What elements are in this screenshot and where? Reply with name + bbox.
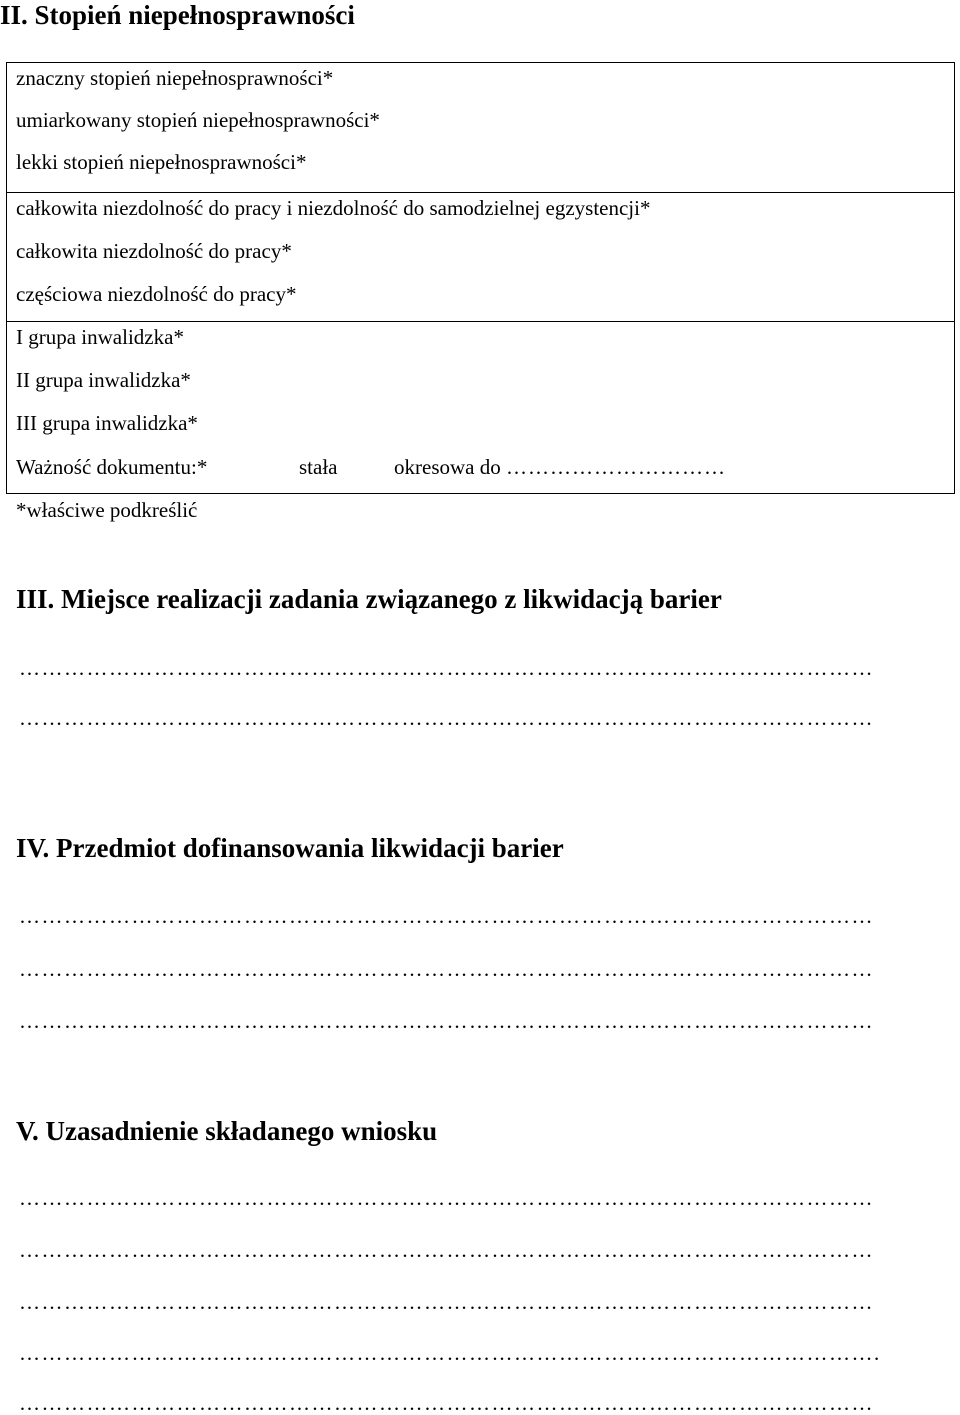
justification-line-3[interactable]: …………………………………………………………………………………………………… [19,1290,874,1314]
option-moderate-degree[interactable]: umiarkowany stopień niepełnosprawności* [16,108,380,132]
option-partial-incapacity[interactable]: częściowa niezdolność do pracy* [16,282,297,306]
validity-date-field[interactable]: ………………………… [505,455,726,479]
justification-line-2[interactable]: …………………………………………………………………………………………………… [19,1238,874,1262]
option-significant-degree[interactable]: znaczny stopień niepełnosprawności* [16,66,334,90]
option-group-2[interactable]: II grupa inwalidzka* [16,368,191,392]
justification-line-5[interactable]: …………………………………………………………………………………………………… [19,1391,874,1415]
validity-periodic-option[interactable]: okresowa do [394,455,501,479]
validity-permanent-option[interactable]: stała [299,455,338,479]
option-total-incapacity-and-independence[interactable]: całkowita niezdolność do pracy i niezdolność do samodzielnej egzystencji* [16,196,651,220]
option-total-incapacity[interactable]: całkowita niezdolność do pracy* [16,239,292,263]
option-group-1[interactable]: I grupa inwalidzka* [16,325,184,349]
validity-label: Ważność dokumentu:* [16,455,208,479]
section-3-title: III. Miejsce realizacji zadania związanego z likwidacją barier [16,584,722,614]
section-2-title: II. Stopień niepełnosprawności [0,0,355,30]
justification-line-1[interactable]: …………………………………………………………………………………………………… [19,1186,874,1210]
location-line-2[interactable]: …………………………………………………………………………………………………… [19,706,874,730]
subject-line-2[interactable]: …………………………………………………………………………………………………… [19,957,874,981]
subject-line-3[interactable]: …………………………………………………………………………………………………… [19,1009,874,1033]
section-4-title: IV. Przedmiot dofinansowania likwidacji barier [16,833,564,863]
option-mild-degree[interactable]: lekki stopień niepełnosprawności* [16,150,307,174]
footnote: *właściwe podkreślić [16,498,198,522]
subject-line-1[interactable]: …………………………………………………………………………………………………… [19,904,874,928]
document-validity-row [16,455,726,479]
section-5-title: V. Uzasadnienie składanego wniosku [16,1116,438,1146]
location-line-1[interactable]: …………………………………………………………………………………………………… [19,656,874,680]
option-group-3[interactable]: III grupa inwalidzka* [16,411,198,435]
justification-line-4[interactable]: ……………………………………………………………………………………………………. [19,1341,881,1365]
